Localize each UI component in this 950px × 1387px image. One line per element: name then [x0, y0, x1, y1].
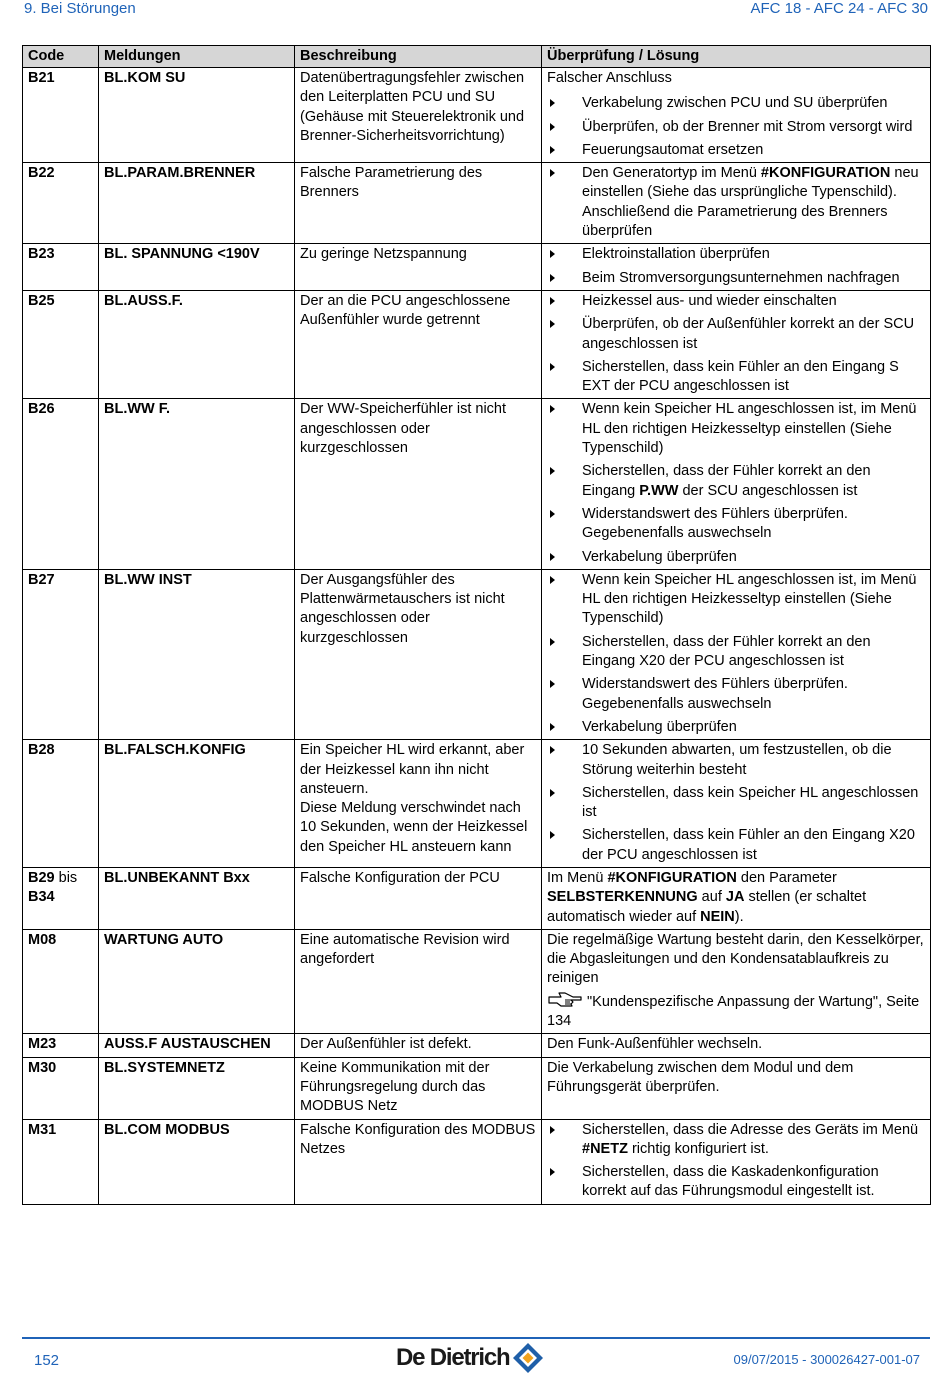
error-code-range-end: B34 [28, 889, 55, 906]
error-code: B22 [28, 165, 55, 182]
solution-step [547, 269, 925, 288]
solution-step-text: Verkabelung überprüfen [582, 718, 737, 735]
cross-reference-text: "Kundenspezifische Anpassung der Wartung", Seite 134 [547, 993, 920, 1030]
error-code: M31 [28, 1121, 57, 1138]
code-cell [23, 68, 99, 163]
arrow-bullet-icon [550, 320, 555, 328]
message-cell [99, 569, 295, 739]
error-code: B23 [28, 246, 55, 263]
solution-cell [542, 929, 931, 1033]
message-cell [99, 929, 295, 1033]
error-code: B26 [28, 401, 55, 418]
arrow-bullet-icon [550, 169, 555, 177]
error-code-range-word: bis [54, 869, 78, 886]
error-description: Keine Kommunikation mit der Führungsregelung durch das MODBUS Netz [300, 1059, 490, 1115]
solution-step-text: Sicherstellen, dass die Kaskadenkonfiguration korrekt auf das Führungsmodul eingestellt ist. [582, 1164, 879, 1200]
arrow-bullet-icon [550, 1126, 555, 1134]
running-header-section: 9. Bei Störungen [24, 0, 136, 17]
error-description: Falsche Konfiguration des MODBUS Netzes [300, 1121, 536, 1157]
arrow-bullet-icon [550, 723, 555, 731]
solution-step [547, 741, 925, 780]
message-cell [99, 1119, 295, 1204]
table-header-row [23, 46, 931, 68]
table-row [23, 244, 931, 291]
solution-steps [547, 164, 925, 241]
solution-step [547, 245, 925, 264]
description-cell [295, 929, 542, 1033]
solution-step-text: Widerstandswert des Fühlers überprüfen. Gegebenenfalls auswechseln [582, 676, 848, 712]
description-cell [295, 867, 542, 929]
table-row [23, 740, 931, 868]
solution-cell [542, 399, 931, 569]
code-cell [23, 867, 99, 929]
message-cell [99, 740, 295, 868]
table-row [23, 163, 931, 244]
arrow-bullet-icon [550, 146, 555, 154]
solution-step-text: Verkabelung zwischen PCU und SU überprüfen [582, 95, 888, 112]
solution-step [547, 358, 925, 397]
error-message: BL.UNBEKANNT Bxx [104, 869, 250, 886]
solution-cell [542, 1057, 931, 1119]
brand-name: De Dietrich [396, 1344, 510, 1371]
solution-steps [547, 571, 925, 737]
table-row [23, 1057, 931, 1119]
column-header-description: Beschreibung [295, 46, 542, 68]
solution-step-text: Elektroinstallation überprüfen [582, 246, 770, 263]
solution-step-text: Sicherstellen, dass der Fühler korrekt an den Eingang P.WW der SCU angeschlossen ist [582, 463, 871, 499]
solution-steps [547, 1121, 925, 1202]
solution-step-text: Sicherstellen, dass der Fühler korrekt an den Eingang X20 der PCU angeschlossen ist [582, 633, 871, 670]
table-row [23, 569, 931, 739]
description-cell [295, 569, 542, 739]
message-cell [99, 399, 295, 569]
error-message: BL.WW F. [104, 401, 171, 418]
table-row [23, 290, 931, 398]
error-code: B27 [28, 571, 55, 588]
error-code-table [22, 45, 931, 1205]
code-cell [23, 244, 99, 291]
solution-step [547, 118, 925, 137]
arrow-bullet-icon [550, 1168, 555, 1176]
description-cell [295, 290, 542, 398]
solution-step [547, 462, 925, 501]
arrow-bullet-icon [550, 789, 555, 797]
solution-step [547, 633, 925, 672]
column-header-messages: Meldungen [99, 46, 295, 68]
description-cell [295, 399, 542, 569]
error-message: BL.FALSCH.KONFIG [104, 742, 246, 759]
solution-step [547, 164, 925, 241]
arrow-bullet-icon [550, 297, 555, 305]
de-dietrich-logo-icon [512, 1342, 544, 1374]
table-row [23, 1119, 931, 1204]
column-header-solution: Überprüfung / Lösung [542, 46, 931, 68]
solution-cell [542, 290, 931, 398]
error-description: Zu geringe Netzspannung [300, 246, 467, 263]
solution-intro: Falscher Anschluss [547, 70, 672, 86]
document-reference: 09/07/2015 - 300026427-001-07 [733, 1352, 920, 1367]
solution-step [547, 826, 925, 865]
error-description: Der WW-Speicherfühler ist nicht angeschlossen oder kurzgeschlossen [300, 401, 507, 457]
error-description: Eine automatische Revision wird angefordert [300, 931, 510, 968]
solution-steps [547, 94, 925, 160]
solution-step [547, 400, 925, 458]
code-cell [23, 1034, 99, 1057]
error-description-note: Diese Meldung verschwindet nach 10 Sekunden, wenn der Heizkessel den Speicher HL ansteuern kann [300, 800, 528, 855]
solution-step [547, 675, 925, 714]
message-cell [99, 867, 295, 929]
cross-reference [547, 991, 925, 1032]
arrow-bullet-icon [550, 510, 555, 518]
arrow-bullet-icon [550, 405, 555, 413]
arrow-bullet-icon [550, 576, 555, 584]
footer-rule [22, 1337, 930, 1339]
solution-steps [547, 741, 925, 865]
solution-step-text: Sicherstellen, dass kein Fühler an den Eingang S EXT der PCU angeschlossen ist [582, 358, 899, 395]
error-description: Datenübertragungsfehler zwischen den Leiterplatten PCU und SU (Gehäuse mit Steuerelektronik und Brenner-Sicherheitsvorrichtung) [300, 70, 525, 144]
solution-step [547, 315, 925, 354]
solution-step-text: Heizkessel aus- und wieder einschalten [582, 292, 837, 309]
error-message: BL.KOM SU [104, 70, 186, 86]
arrow-bullet-icon [550, 250, 555, 258]
solution-steps [547, 245, 925, 288]
error-message: BL. SPANNUNG <190V [104, 246, 260, 263]
error-code: B28 [28, 742, 55, 759]
table-row [23, 867, 931, 929]
arrow-bullet-icon [550, 467, 555, 475]
message-cell [99, 1057, 295, 1119]
solution-cell [542, 569, 931, 739]
solution-steps [547, 292, 925, 396]
solution-step-text: Sicherstellen, dass kein Fühler an den Eingang X20 der PCU angeschlossen ist [582, 827, 915, 863]
description-cell [295, 244, 542, 291]
error-message: BL.WW INST [104, 571, 192, 588]
solution-step-text: Sicherstellen, dass die Adresse des Geräts im Menü #NETZ richtig konfiguriert ist. [582, 1121, 919, 1157]
solution-step [547, 784, 925, 823]
solution-cell [542, 740, 931, 868]
solution-cell [542, 68, 931, 163]
solution-step [547, 292, 925, 311]
solution-step [547, 141, 925, 160]
solution-step [547, 1163, 925, 1202]
solution-step [547, 505, 925, 544]
message-cell [99, 1034, 295, 1057]
arrow-bullet-icon [550, 274, 555, 282]
solution-step-text: Widerstandswert des Fühlers überprüfen. Gegebenenfalls auswechseln [582, 505, 848, 542]
error-description: Der Außenfühler ist defekt. [300, 1036, 472, 1053]
code-cell [23, 740, 99, 868]
solution-step-text: Den Generatortyp im Menü #KONFIGURATION neu einstellen (Siehe das ursprüngliche Typenschild). Anschließend die Parametrierung des Brenners überprüfen [582, 165, 919, 240]
code-cell [23, 929, 99, 1033]
pointing-hand-icon [547, 991, 583, 1009]
solution-steps [547, 400, 925, 566]
error-message: BL.PARAM.BRENNER [104, 165, 256, 182]
arrow-bullet-icon [550, 746, 555, 754]
arrow-bullet-icon [550, 363, 555, 371]
error-code: M08 [28, 931, 57, 948]
error-description: Falsche Konfiguration der PCU [300, 869, 500, 886]
solution-step-text: Überprüfen, ob der Außenfühler korrekt an der SCU angeschlossen ist [582, 316, 915, 352]
solution-text: Die Verkabelung zwischen dem Modul und dem Führungsgerät überprüfen. [547, 1059, 854, 1095]
error-message: BL.AUSS.F. [104, 292, 183, 309]
solution-step [547, 1121, 925, 1160]
solution-step [547, 94, 925, 113]
code-cell [23, 290, 99, 398]
error-code: M23 [28, 1036, 57, 1053]
arrow-bullet-icon [550, 831, 555, 839]
brand-logo [396, 1342, 544, 1374]
running-header-product: AFC 18 - AFC 24 - AFC 30 [750, 0, 928, 17]
solution-step [547, 718, 925, 737]
arrow-bullet-icon [550, 680, 555, 688]
arrow-bullet-icon [550, 638, 555, 646]
description-cell [295, 68, 542, 163]
solution-step-text: Wenn kein Speicher HL angeschlossen ist, im Menü HL den richtigen Heizkesseltyp einstellen (Siehe Typenschild) [582, 401, 917, 457]
solution-step-text: Überprüfen, ob der Brenner mit Strom versorgt wird [582, 118, 913, 135]
error-code: B25 [28, 292, 55, 309]
solution-cell [542, 244, 931, 291]
description-cell [295, 163, 542, 244]
solution-step-text: Beim Stromversorgungsunternehmen nachfragen [582, 269, 900, 286]
message-cell [99, 290, 295, 398]
solution-step-text: Feuerungsautomat ersetzen [582, 141, 764, 158]
code-cell [23, 1119, 99, 1204]
arrow-bullet-icon [550, 553, 555, 561]
solution-text: Den Funk-Außenfühler wechseln. [547, 1036, 763, 1053]
solution-step-text: Wenn kein Speicher HL angeschlossen ist, im Menü HL den richtigen Heizkesseltyp einstellen (Siehe Typenschild) [582, 571, 917, 627]
solution-step [547, 571, 925, 629]
error-message: BL.SYSTEMNETZ [104, 1059, 225, 1076]
solution-cell [542, 163, 931, 244]
error-description: Der an die PCU angeschlossene Außenfühler wurde getrennt [300, 292, 511, 329]
solution-text: Im Menü #KONFIGURATION den Parameter SELBSTERKENNUNG auf JA stellen (er schaltet automatisch wieder auf NEIN). [547, 869, 867, 925]
solution-cell [542, 1034, 931, 1057]
error-description: Der Ausgangsfühler des Plattenwärmetauschers ist nicht angeschlossen oder kurzgeschlossen [300, 571, 505, 646]
message-cell [99, 68, 295, 163]
error-message: AUSS.F AUSTAUSCHEN [104, 1036, 271, 1053]
description-cell [295, 1119, 542, 1204]
table-row [23, 1034, 931, 1057]
error-description: Falsche Parametrierung des Brenners [300, 165, 483, 201]
solution-step [547, 548, 925, 567]
code-cell [23, 1057, 99, 1119]
description-cell [295, 1057, 542, 1119]
solution-step-text: Sicherstellen, dass kein Speicher HL angeschlossen ist [582, 784, 919, 821]
code-cell [23, 163, 99, 244]
description-cell [295, 740, 542, 868]
error-code: B21 [28, 70, 55, 86]
message-cell [99, 163, 295, 244]
error-message: WARTUNG AUTO [104, 931, 224, 948]
error-code: M30 [28, 1059, 57, 1076]
arrow-bullet-icon [550, 99, 555, 107]
error-description: Ein Speicher HL wird erkannt, aber der Heizkessel kann ihn nicht ansteuern. [300, 742, 525, 797]
page-number: 152 [34, 1352, 60, 1369]
table-row [23, 929, 931, 1033]
solution-cell [542, 1119, 931, 1204]
solution-cell [542, 867, 931, 929]
solution-step-text: Verkabelung überprüfen [582, 548, 737, 565]
solution-step-text: 10 Sekunden abwarten, um festzustellen, ob die Störung weiterhin besteht [582, 742, 892, 778]
error-message: BL.COM MODBUS [104, 1121, 230, 1138]
code-cell [23, 569, 99, 739]
column-header-code: Code [23, 46, 99, 68]
message-cell [99, 244, 295, 291]
error-code: B29 [28, 869, 55, 886]
arrow-bullet-icon [550, 123, 555, 131]
table-row [23, 399, 931, 569]
table-row [23, 68, 931, 163]
solution-text: Die regelmäßige Wartung besteht darin, den Kesselkörper, die Abgasleitungen und den Kondensatablaufkreis zu reinigen [547, 931, 924, 987]
description-cell [295, 1034, 542, 1057]
code-cell [23, 399, 99, 569]
